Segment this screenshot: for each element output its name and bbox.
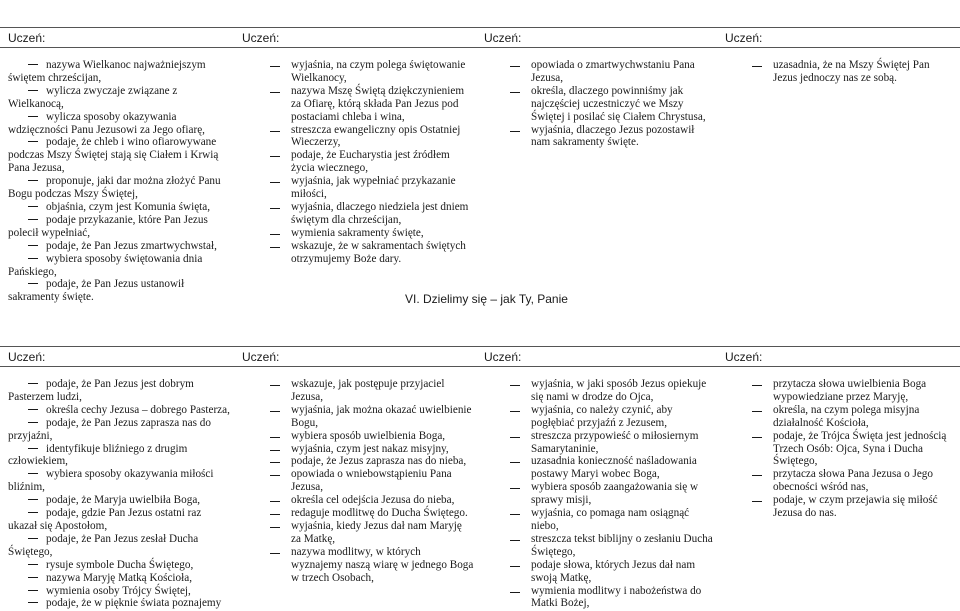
list-item — [8, 175, 230, 201]
top-header-cell: Uczeń: — [242, 31, 280, 45]
list-item — [8, 468, 230, 494]
section-title: VI. Dzielimy się – jak Ty, Panie — [405, 292, 568, 306]
top-header-row — [0, 28, 960, 48]
list-item — [8, 240, 230, 253]
list-item — [268, 240, 474, 266]
list-item-text: wskazuje, że w sakramentach świętych otrzymujemy Boże dary. — [291, 239, 466, 265]
list-item — [508, 404, 716, 430]
list-item-text: wskazuje, jak postępuje przyjaciel Jezusa, — [291, 378, 445, 403]
list-item — [268, 430, 474, 443]
list-item-text: wylicza sposoby okazywania wdzięczności Panu Jezusowi za Jego ofiarę, — [8, 110, 205, 136]
list-item-text: podaje, w czym przejawia się miłość Jezusa do nas. — [773, 494, 938, 520]
top-header-cell: Uczeń: — [8, 31, 46, 45]
list-item — [750, 494, 954, 520]
bottom-column-1 — [8, 378, 230, 610]
list-item-text: opowiada o zmartwychwstaniu Pana Jezusa, — [531, 59, 695, 84]
list-item — [8, 201, 230, 214]
list-item — [508, 430, 716, 456]
list-item — [508, 533, 716, 559]
list-item — [268, 378, 474, 404]
list-item — [8, 572, 230, 585]
list-item — [750, 404, 954, 430]
list-item — [268, 175, 474, 201]
list-item — [8, 85, 230, 111]
list-item-text: podaje, że w pięknie świata poznajemy — [46, 597, 222, 610]
list-item-text: podaje, że Pan Jezus ustanowił sakramenty święte. — [8, 278, 185, 304]
list-item — [508, 85, 716, 124]
list-item — [268, 507, 474, 520]
list-item-text: przytacza słowa Pana Jezusa o Jego obecności wśród nas, — [773, 468, 933, 494]
list-item-text: wyjaśnia, jak można okazać uwielbienie Bogu, — [291, 403, 472, 429]
list-item — [268, 468, 474, 494]
top-column-1 — [8, 59, 230, 304]
list-item — [750, 468, 954, 494]
list-item-text: podaje, że Trójca Święta jest jednością Trzech Osób: Ojca, Syna i Ducha Świętego, — [773, 429, 947, 468]
list-item — [268, 520, 474, 546]
list-item — [8, 417, 230, 443]
bottom-header-cell: Uczeń: — [725, 350, 763, 364]
list-item — [8, 559, 230, 572]
list-item — [8, 59, 230, 85]
top-column-2 — [268, 59, 474, 266]
bottom-column-3 — [508, 378, 716, 610]
list-item-text: wymienia modlitwy i nabożeństwa do Matki Bożej, — [531, 584, 702, 610]
list-item — [8, 378, 230, 404]
list-item — [508, 559, 716, 585]
list-item-text: wyjaśnia, w jaki sposób Jezus opiekuje się nami w drodze do Ojca, — [531, 378, 707, 403]
top-header-cell: Uczeń: — [484, 31, 522, 45]
list-item — [750, 59, 954, 85]
list-item-text: podaje przykazanie, które Pan Jezus polecił wypełniać, — [8, 213, 208, 239]
list-item-text: nazywa Wielkanoc najważniejszym świętem chrześcijan, — [8, 59, 206, 84]
list-item-text: wyjaśnia, kiedy Jezus dał nam Maryję za Matkę, — [291, 519, 462, 545]
list-item — [8, 507, 230, 533]
list-item-text: podaje, że Pan Jezus jest dobrym Pasterzem ludzi, — [8, 378, 194, 403]
list-item-text: wymienia sakramenty święte, — [291, 226, 424, 239]
list-item — [8, 597, 230, 610]
list-item — [8, 443, 230, 469]
list-item — [8, 404, 230, 417]
list-item — [8, 494, 230, 507]
list-item-text: wyjaśnia, dlaczego niedziela jest dniem świętym dla chrześcijan, — [291, 200, 469, 226]
list-item-text: podaje, że Pan Jezus zaprasza nas do przyjaźni, — [8, 416, 211, 442]
list-item-text: określa, na czym polega misyjna działalność Kościoła, — [773, 403, 920, 429]
list-item-text: wybiera sposoby okazywania miłości bliźnim, — [8, 468, 214, 494]
list-item-text: podaje, że Pan Jezus zmartwychwstał, — [46, 239, 217, 252]
list-item-text: proponuje, jaki dar można złożyć Panu Bogu podczas Mszy Świętej, — [8, 175, 221, 201]
list-item-text: wyjaśnia, na czym polega świętowanie Wielkanocy, — [291, 59, 466, 84]
list-item-text: rysuje symbole Ducha Świętego, — [46, 558, 194, 571]
bottom-header-row — [0, 347, 960, 367]
list-item-text: nazywa modlitwy, w których wyznajemy naszą wiarę w jednego Boga w trzech Osobach, — [291, 545, 474, 584]
list-item — [268, 149, 474, 175]
list-item-text: nazywa Mszę Świętą dziękczynieniem za Ofiarę, którą składa Pan Jezus pod postaciami chleba i wina, — [291, 84, 465, 123]
list-item-text: streszcza ewangeliczny opis Ostatniej Wieczerzy, — [291, 123, 461, 149]
bottom-column-2 — [268, 378, 474, 585]
list-item — [8, 585, 230, 598]
list-item — [8, 214, 230, 240]
list-item-text: podaje słowa, których Jezus dał nam swoją Matkę, — [531, 558, 696, 584]
list-item — [268, 404, 474, 430]
list-item-text: podaje, że chleb i wino ofiarowywane podczas Mszy Świętej stają się Ciałem i Krwią Pana Jezusa, — [8, 136, 219, 175]
list-item-text: podaje, gdzie Pan Jezus ostatni raz ukazał się Apostołom, — [8, 507, 202, 532]
list-item — [268, 59, 474, 85]
bottom-header-cell: Uczeń: — [484, 350, 522, 364]
list-item-text: uzasadnia konieczność naśladowania postawy Maryi wobec Boga, — [531, 455, 697, 481]
list-item-text: podaje, że Eucharystia jest źródłem życia wiecznego, — [291, 149, 450, 175]
list-item-text: wyjaśnia, co należy czynić, aby pogłębiać przyjaźń z Jezusem, — [531, 403, 673, 429]
list-item — [508, 378, 716, 404]
list-item-text: redaguje modlitwę do Ducha Świętego. — [291, 507, 468, 520]
list-item-text: wyjaśnia, dlaczego Jezus pozostawił nam sakramenty święte. — [531, 123, 695, 149]
bottom-header-bottom-border — [0, 366, 960, 367]
bottom-header-cell: Uczeń: — [8, 350, 46, 364]
list-item — [268, 546, 474, 585]
list-item-text: wybiera sposób uwielbienia Boga, — [291, 429, 446, 442]
list-item-text: określa, dlaczego powinniśmy jak najczęściej uczestniczyć we Mszy Świętej i posilać się Ciałem Chrystusa, — [531, 84, 706, 123]
list-item — [268, 124, 474, 150]
list-item-text: nazywa Maryję Matką Kościoła, — [46, 571, 193, 584]
list-item-text: podaje, że Jezus zaprasza nas do nieba, — [291, 455, 467, 468]
top-column-4 — [750, 59, 954, 85]
list-item-text: wyjaśnia, co pomaga nam osiągnąć niebo, — [531, 507, 690, 532]
list-item — [268, 455, 474, 468]
list-item — [8, 111, 230, 137]
list-item — [508, 455, 716, 481]
list-item — [508, 59, 716, 85]
list-item — [268, 85, 474, 124]
list-item — [268, 201, 474, 227]
bottom-column-4 — [750, 378, 954, 520]
list-item — [268, 443, 474, 456]
list-item-text: opowiada o wniebowstąpieniu Pana Jezusa, — [291, 468, 452, 494]
list-item-text: przytacza słowa uwielbienia Boga wypowiedziane przez Maryję, — [773, 378, 927, 403]
list-item-text: streszcza przypowieść o miłosiernym Samarytaninie, — [531, 429, 699, 455]
list-item — [508, 507, 716, 533]
list-item-text: określa cel odejścia Jezusa do nieba, — [291, 494, 455, 507]
list-item — [8, 136, 230, 175]
list-item — [508, 124, 716, 150]
list-item — [508, 481, 716, 507]
list-item-text: streszcza tekst biblijny o zesłaniu Ducha Świętego, — [531, 532, 713, 558]
list-item — [8, 278, 230, 304]
list-item — [750, 378, 954, 404]
list-item — [268, 494, 474, 507]
list-item-text: podaje, że Maryja uwielbiła Boga, — [46, 494, 201, 507]
list-item — [508, 585, 716, 611]
list-item-text: identyfikuje bliźniego z drugim człowiekiem, — [8, 442, 188, 468]
list-item-text: wyjaśnia, jak wypełniać przykazanie miłości, — [291, 175, 456, 201]
list-item-text: wylicza zwyczaje związane z Wielkanocą, — [8, 84, 178, 110]
list-item — [8, 533, 230, 559]
list-item-text: wymienia osoby Trójcy Świętej, — [46, 584, 191, 597]
list-item — [268, 227, 474, 240]
list-item-text: wybiera sposoby świętowania dnia Pańskiego, — [8, 252, 203, 278]
list-item — [8, 253, 230, 279]
top-header-cell: Uczeń: — [725, 31, 763, 45]
list-item-text: uzasadnia, że na Mszy Świętej Pan Jezus jednoczy nas ze sobą. — [773, 59, 930, 84]
top-header-bottom-border — [0, 47, 960, 48]
bottom-header-cell: Uczeń: — [242, 350, 280, 364]
list-item-text: określa cechy Jezusa – dobrego Pasterza, — [46, 403, 230, 416]
top-column-3 — [508, 59, 716, 149]
list-item-text: wybiera sposób zaangażowania się w sprawy misji, — [531, 481, 699, 507]
list-item-text: podaje, że Pan Jezus zesłał Ducha Świętego, — [8, 532, 199, 558]
list-item — [750, 430, 954, 469]
list-item-text: objaśnia, czym jest Komunia święta, — [46, 200, 211, 213]
list-item-text: wyjaśnia, czym jest nakaz misyjny, — [291, 442, 449, 455]
